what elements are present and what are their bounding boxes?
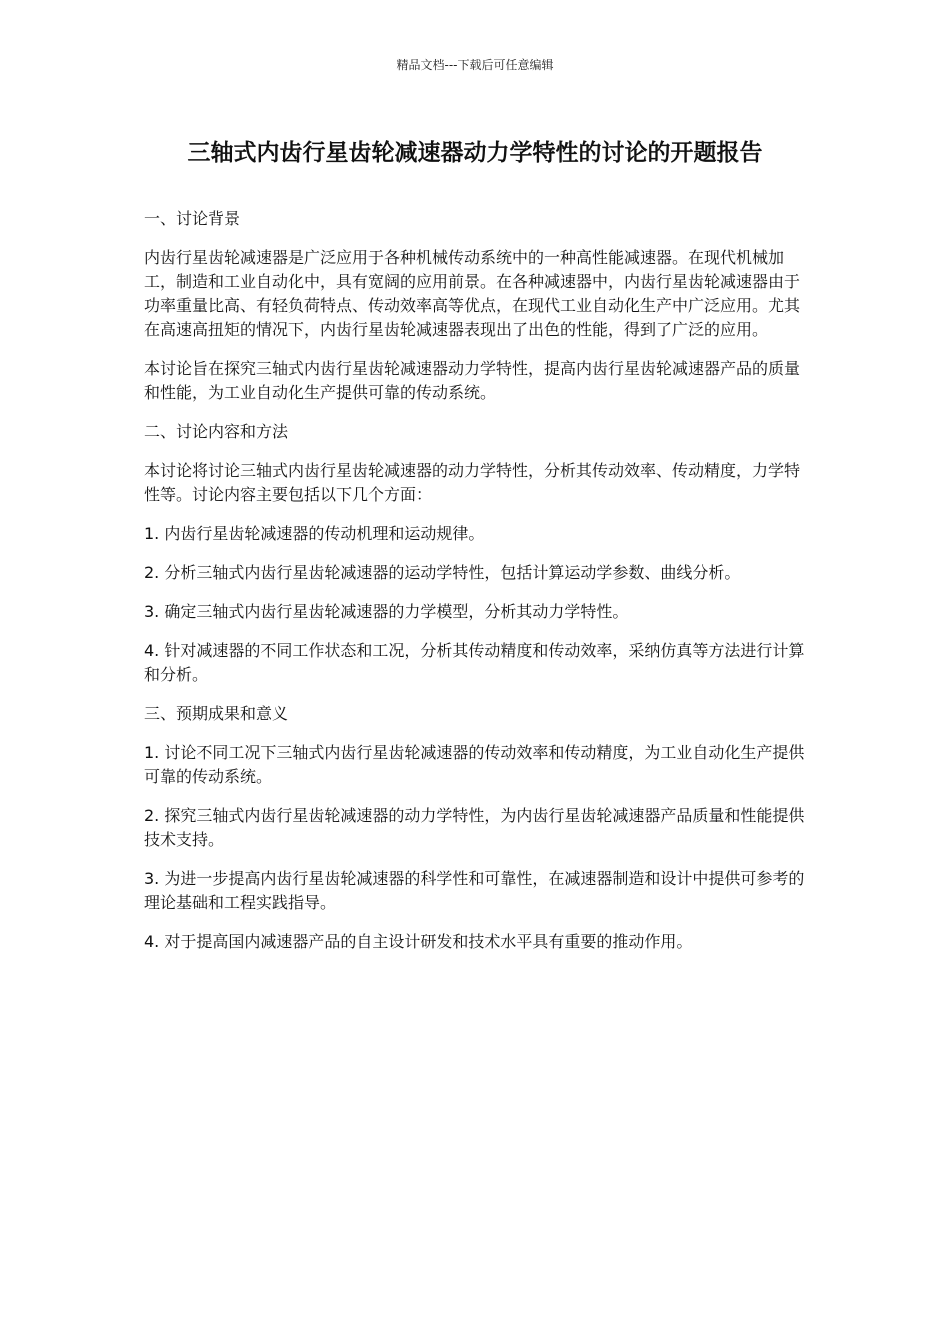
paragraph: 内齿行星齿轮减速器是广泛应用于各种机械传动系统中的一种高性能减速器。在现代机械加工，制造和工业自动化中，具有宽阔的应用前景。在各种减速器中，内齿行星齿轮减速器由于功率重量比高、有轻负荷特点、传动效率高等优点，在现代工业自动化生产中广泛应用。尤其在高速高扭矩的情况下，内齿行星齿轮减速器表现出了出色的性能，得到了广泛的应用。 — [144, 248, 801, 339]
section-heading: 三、预期成果和意义 — [144, 704, 289, 723]
section-expected-results — [144, 702, 808, 954]
header-note: 精品文档---下载后可任意编辑 — [396, 58, 554, 72]
document-body — [144, 207, 808, 969]
paragraph: 本讨论将讨论三轴式内齿行星齿轮减速器的动力学特性，分析其传动效率、传动精度，力学特性等。讨论内容主要包括以下几个方面： — [144, 461, 801, 504]
section-content-methods — [144, 420, 808, 687]
list-item: 3. 确定三轴式内齿行星齿轮减速器的力学模型，分析其动力学特性。 — [144, 602, 629, 621]
list-item: 4. 对于提高国内减速器产品的自主设计研发和技术水平具有重要的推动作用。 — [144, 932, 693, 951]
list-item: 3. 为进一步提高内齿行星齿轮减速器的科学性和可靠性，在减速器制造和设计中提供可参考的理论基础和工程实践指导。 — [144, 869, 805, 912]
document-title: 三轴式内齿行星齿轮减速器动力学特性的讨论的开题报告 — [187, 140, 763, 166]
list-item: 1. 内齿行星齿轮减速器的传动机理和运动规律。 — [144, 524, 485, 543]
section-heading: 一、讨论背景 — [144, 209, 241, 228]
section-heading: 二、讨论内容和方法 — [144, 422, 289, 441]
list-item: 2. 分析三轴式内齿行星齿轮减速器的运动学特性，包括计算运动学参数、曲线分析。 — [144, 563, 741, 582]
paragraph: 本讨论旨在探究三轴式内齿行星齿轮减速器动力学特性，提高内齿行星齿轮减速器产品的质量和性能，为工业自动化生产提供可靠的传动系统。 — [144, 359, 801, 402]
list-item: 1. 讨论不同工况下三轴式内齿行星齿轮减速器的传动效率和传动精度，为工业自动化生产提供可靠的传动系统。 — [144, 743, 805, 786]
list-item: 4. 针对减速器的不同工作状态和工况，分析其传动精度和传动效率，采纳仿真等方法进行计算和分析。 — [144, 641, 805, 684]
section-background — [144, 207, 808, 405]
list-item: 2. 探究三轴式内齿行星齿轮减速器的动力学特性，为内齿行星齿轮减速器产品质量和性能提供技术支持。 — [144, 806, 805, 849]
